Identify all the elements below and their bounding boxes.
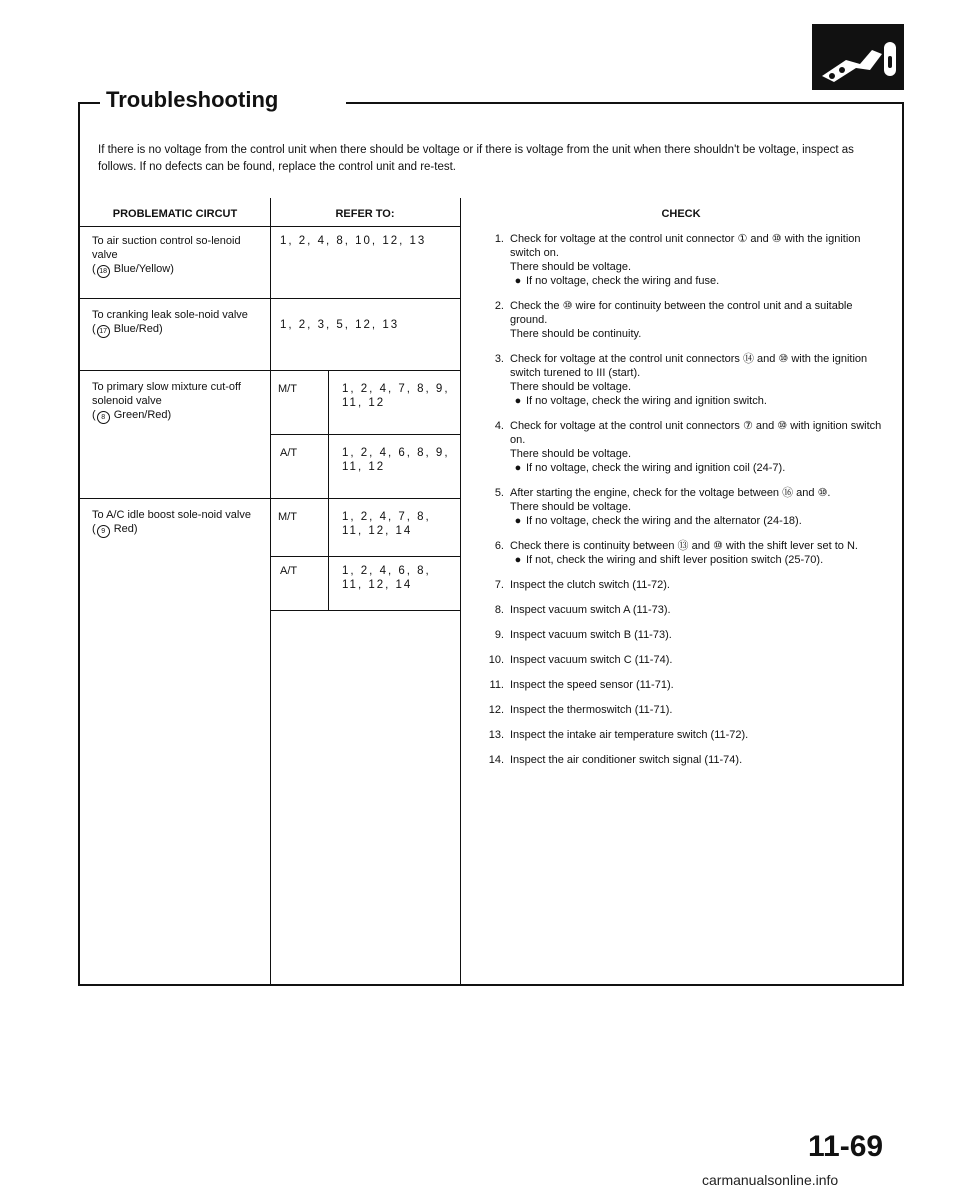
page-number: 11-69 — [808, 1130, 884, 1163]
header-refer: REFER TO: — [335, 208, 395, 220]
refer-value: 1, 2, 4, 7, 8, 9, 11, 12 — [342, 383, 450, 409]
wire-number-icon: 9 — [97, 525, 110, 538]
table-row: To A/C idle boost sole-noid valve ( 9 Red) — [92, 508, 262, 538]
circuit-label: To A/C idle boost sole-noid valve — [92, 509, 251, 521]
circuit-label: To air suction control so-lenoid valve — [92, 235, 241, 261]
header-circuit: PROBLEMATIC CIRCUT — [112, 208, 238, 220]
check-item: 2. Check the ⑩ wire for continuity between the control unit and a suitable ground. There should be continuity. — [494, 300, 853, 340]
circuit-label: To primary slow mixture cut-off solenoid valve — [92, 381, 241, 407]
troubleshooting-table — [80, 198, 902, 984]
table-row: To primary slow mixture cut-off solenoid valve ( 8 Green/Red) — [92, 380, 262, 424]
refer-value: 1, 2, 4, 8, 10, 12, 13 — [280, 235, 427, 247]
wire-color: Blue/Red) — [113, 323, 163, 335]
check-item: 11. Inspect the speed sensor (11-71). — [489, 679, 674, 691]
refer-value: 1, 2, 3, 5, 12, 13 — [280, 319, 400, 331]
check-list — [472, 232, 892, 778]
wire-color: Red) — [113, 523, 138, 535]
wire-number-icon: 8 — [97, 411, 110, 424]
refer-value: 1, 2, 4, 6, 8, 11, 12, 14 — [342, 565, 431, 591]
wire-number-icon: 17 — [97, 325, 110, 338]
header-check: CHECK — [661, 208, 701, 220]
check-item: 6. Check there is continuity between ⑬ and ⑩ with the shift lever set to N. ● If not, check the wiring and shift lever position switch (25-70). — [494, 540, 858, 566]
refer-value: 1, 2, 4, 6, 8, 9, 11, 12 — [342, 447, 450, 473]
check-item: 10. Inspect vacuum switch C (11-74). — [488, 654, 673, 666]
transmission-label: M/T — [278, 383, 297, 395]
wire-color: Blue/Yellow) — [113, 263, 174, 275]
transmission-label: A/T — [280, 565, 298, 577]
page-title: Troubleshooting — [106, 86, 286, 114]
check-item: 1. Check for voltage at the control unit connector ① and ⑩ with the ignition switch on. There should be voltage. ● If no voltage, check the wiring and fuse. — [494, 233, 861, 287]
circuit-label: To cranking leak sole-noid valve — [92, 309, 248, 321]
table-row: To air suction control so-lenoid valve ( 18 Blue/Yellow) — [92, 234, 262, 278]
wire-color: Green/Red) — [113, 409, 172, 421]
check-item: 5. After starting the engine, check for the voltage between ⑯ and ⑩. There should be voltage. ● If no voltage, check the wiring and the alternator (24-18). — [494, 487, 831, 527]
engine-section-tab-icon — [812, 24, 904, 90]
check-item: 12. Inspect the thermoswitch (11-71). — [488, 704, 673, 716]
check-item: 14. Inspect the air conditioner switch signal (11-74). — [488, 754, 743, 766]
check-item: 3. Check for voltage at the control unit connectors ⑭ and ⑩ with the ignition switch turened to III (start). There should be voltage. ● If no voltage, check the wiring and ignition switch. — [494, 353, 868, 407]
table-row: To cranking leak sole-noid valve ( 17 Blue/Red) — [92, 308, 262, 338]
intro-paragraph: If there is no voltage from the control unit when there should be voltage or if there is voltage from the unit when there shouldn't be voltage, inspect as follows. If no defects can be found, replace the control unit and re-test. — [98, 144, 854, 173]
check-item: 8. Inspect vacuum switch A (11-73). — [494, 604, 671, 616]
transmission-label: A/T — [280, 447, 298, 459]
check-item: 13. Inspect the intake air temperature switch (11-72). — [488, 729, 749, 741]
check-item: 7. Inspect the clutch switch (11-72). — [494, 579, 670, 591]
refer-value: 1, 2, 4, 7, 8, 11, 12, 14 — [342, 511, 431, 537]
check-item: 4. Check for voltage at the control unit connectors ⑦ and ⑩ with ignition switch on. There should be voltage. ● If no voltage, check the wiring and ignition coil (24-7). — [494, 420, 882, 474]
wire-number-icon: 18 — [97, 265, 110, 278]
watermark: carmanualsonline.info — [702, 1172, 839, 1188]
check-item: 9. Inspect vacuum switch B (11-73). — [494, 629, 672, 641]
transmission-label: M/T — [278, 511, 297, 523]
